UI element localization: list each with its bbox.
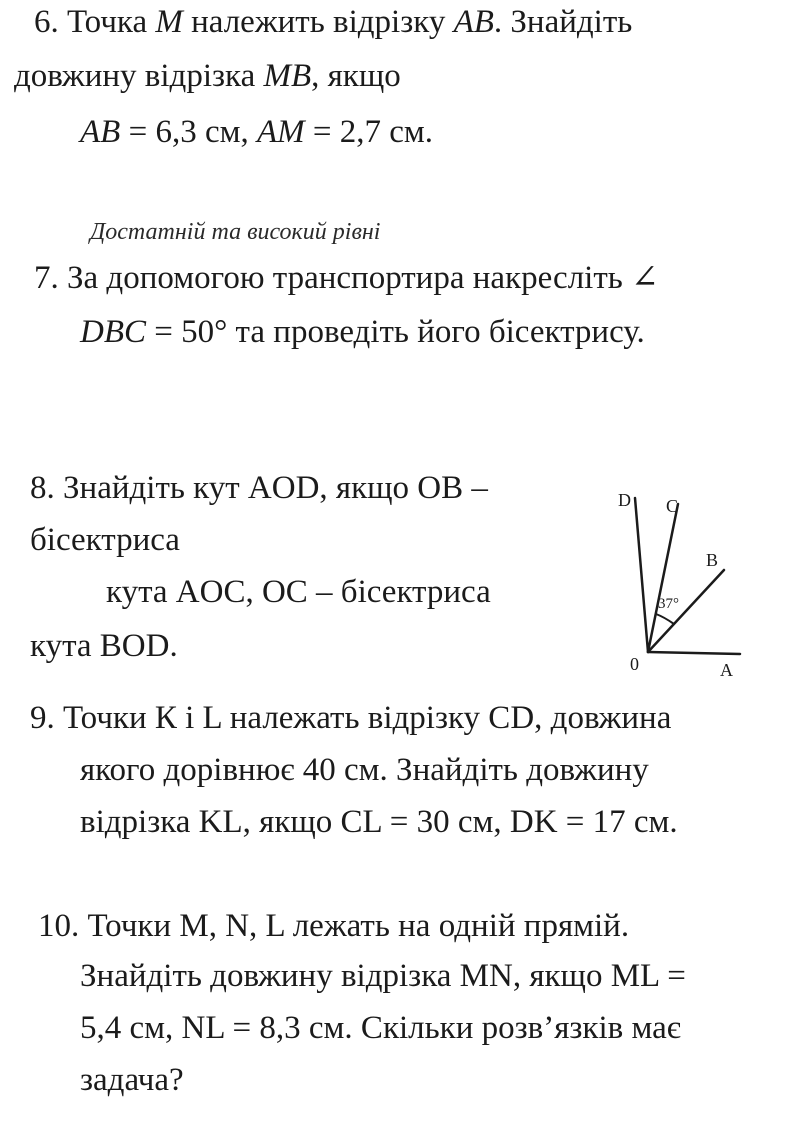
- ray-od: [635, 498, 648, 652]
- problem-10-line-3: 5,4 см, NL = 8,3 см. Скільки розв’язків має: [80, 1010, 681, 1046]
- problem-6-text: . Знайдіть: [493, 4, 633, 40]
- angle-dbc: DBC: [80, 314, 146, 350]
- label-o: 0: [630, 654, 639, 674]
- problem-6-line-2: [14, 60, 401, 93]
- problem-8-line-1: 8. Знайдіть кут AOD, якщо OB –: [30, 470, 488, 506]
- problem-9-line-3: відрізка KL, якщо CL = 30 см, DK = 17 см.: [80, 804, 678, 840]
- label-b: B: [706, 550, 719, 570]
- label-d: D: [618, 490, 631, 510]
- problem-10-line-2: Знайдіть довжину відрізка MN, якщо ML =: [80, 958, 686, 994]
- problem-6-text: = 6,3 см,: [120, 114, 257, 150]
- problem-7-line-2: [80, 316, 645, 349]
- problem-9-line-1: 9. Точки К і L належать відрізку CD, довжина: [30, 700, 672, 736]
- problem-6-line-3: [80, 116, 433, 149]
- problem-6-line-1: [34, 6, 632, 39]
- problem-10-line-1: 10. Точки M, N, L лежать на одній прямій.: [38, 908, 630, 944]
- angle-arc: [656, 614, 674, 624]
- ray-oc: [648, 504, 678, 652]
- problem-8-line-4: кута BOD.: [30, 628, 178, 664]
- label-c: C: [666, 496, 679, 516]
- level-subtitle: Достатній та високий рівні: [90, 219, 381, 245]
- segment-ab: AB: [453, 4, 494, 40]
- problem-6-text: належить відрізку: [182, 4, 454, 40]
- problem-7-line-1: 7. За допомогою транспортира накресліть ∠: [34, 260, 659, 296]
- problem-10-line-4: задача?: [80, 1062, 184, 1098]
- problem-8-line-3: кута AOC, OC – бісектриса: [106, 574, 491, 610]
- problem-6-text: 6. Точка: [34, 4, 156, 40]
- problem-7-text: = 50° та проведіть його бісектрису.: [146, 314, 645, 350]
- segment-ab: AB: [80, 114, 121, 150]
- ray-oa: [648, 652, 740, 654]
- angle-label: 37°: [658, 596, 679, 612]
- label-a: A: [720, 660, 733, 680]
- problem-6-text: довжину відрізка: [14, 58, 264, 94]
- segment-mb: MB: [263, 58, 312, 94]
- problem-9-line-2: якого дорівнює 40 см. Знайдіть довжину: [80, 752, 649, 788]
- problem-6-text: = 2,7 см.: [304, 114, 434, 150]
- point-m: M: [155, 4, 183, 40]
- angle-figure: [608, 484, 748, 684]
- segment-am: AM: [256, 114, 305, 150]
- problem-6-text: , якщо: [311, 58, 401, 94]
- problem-8-line-2: бісектриса: [30, 522, 180, 558]
